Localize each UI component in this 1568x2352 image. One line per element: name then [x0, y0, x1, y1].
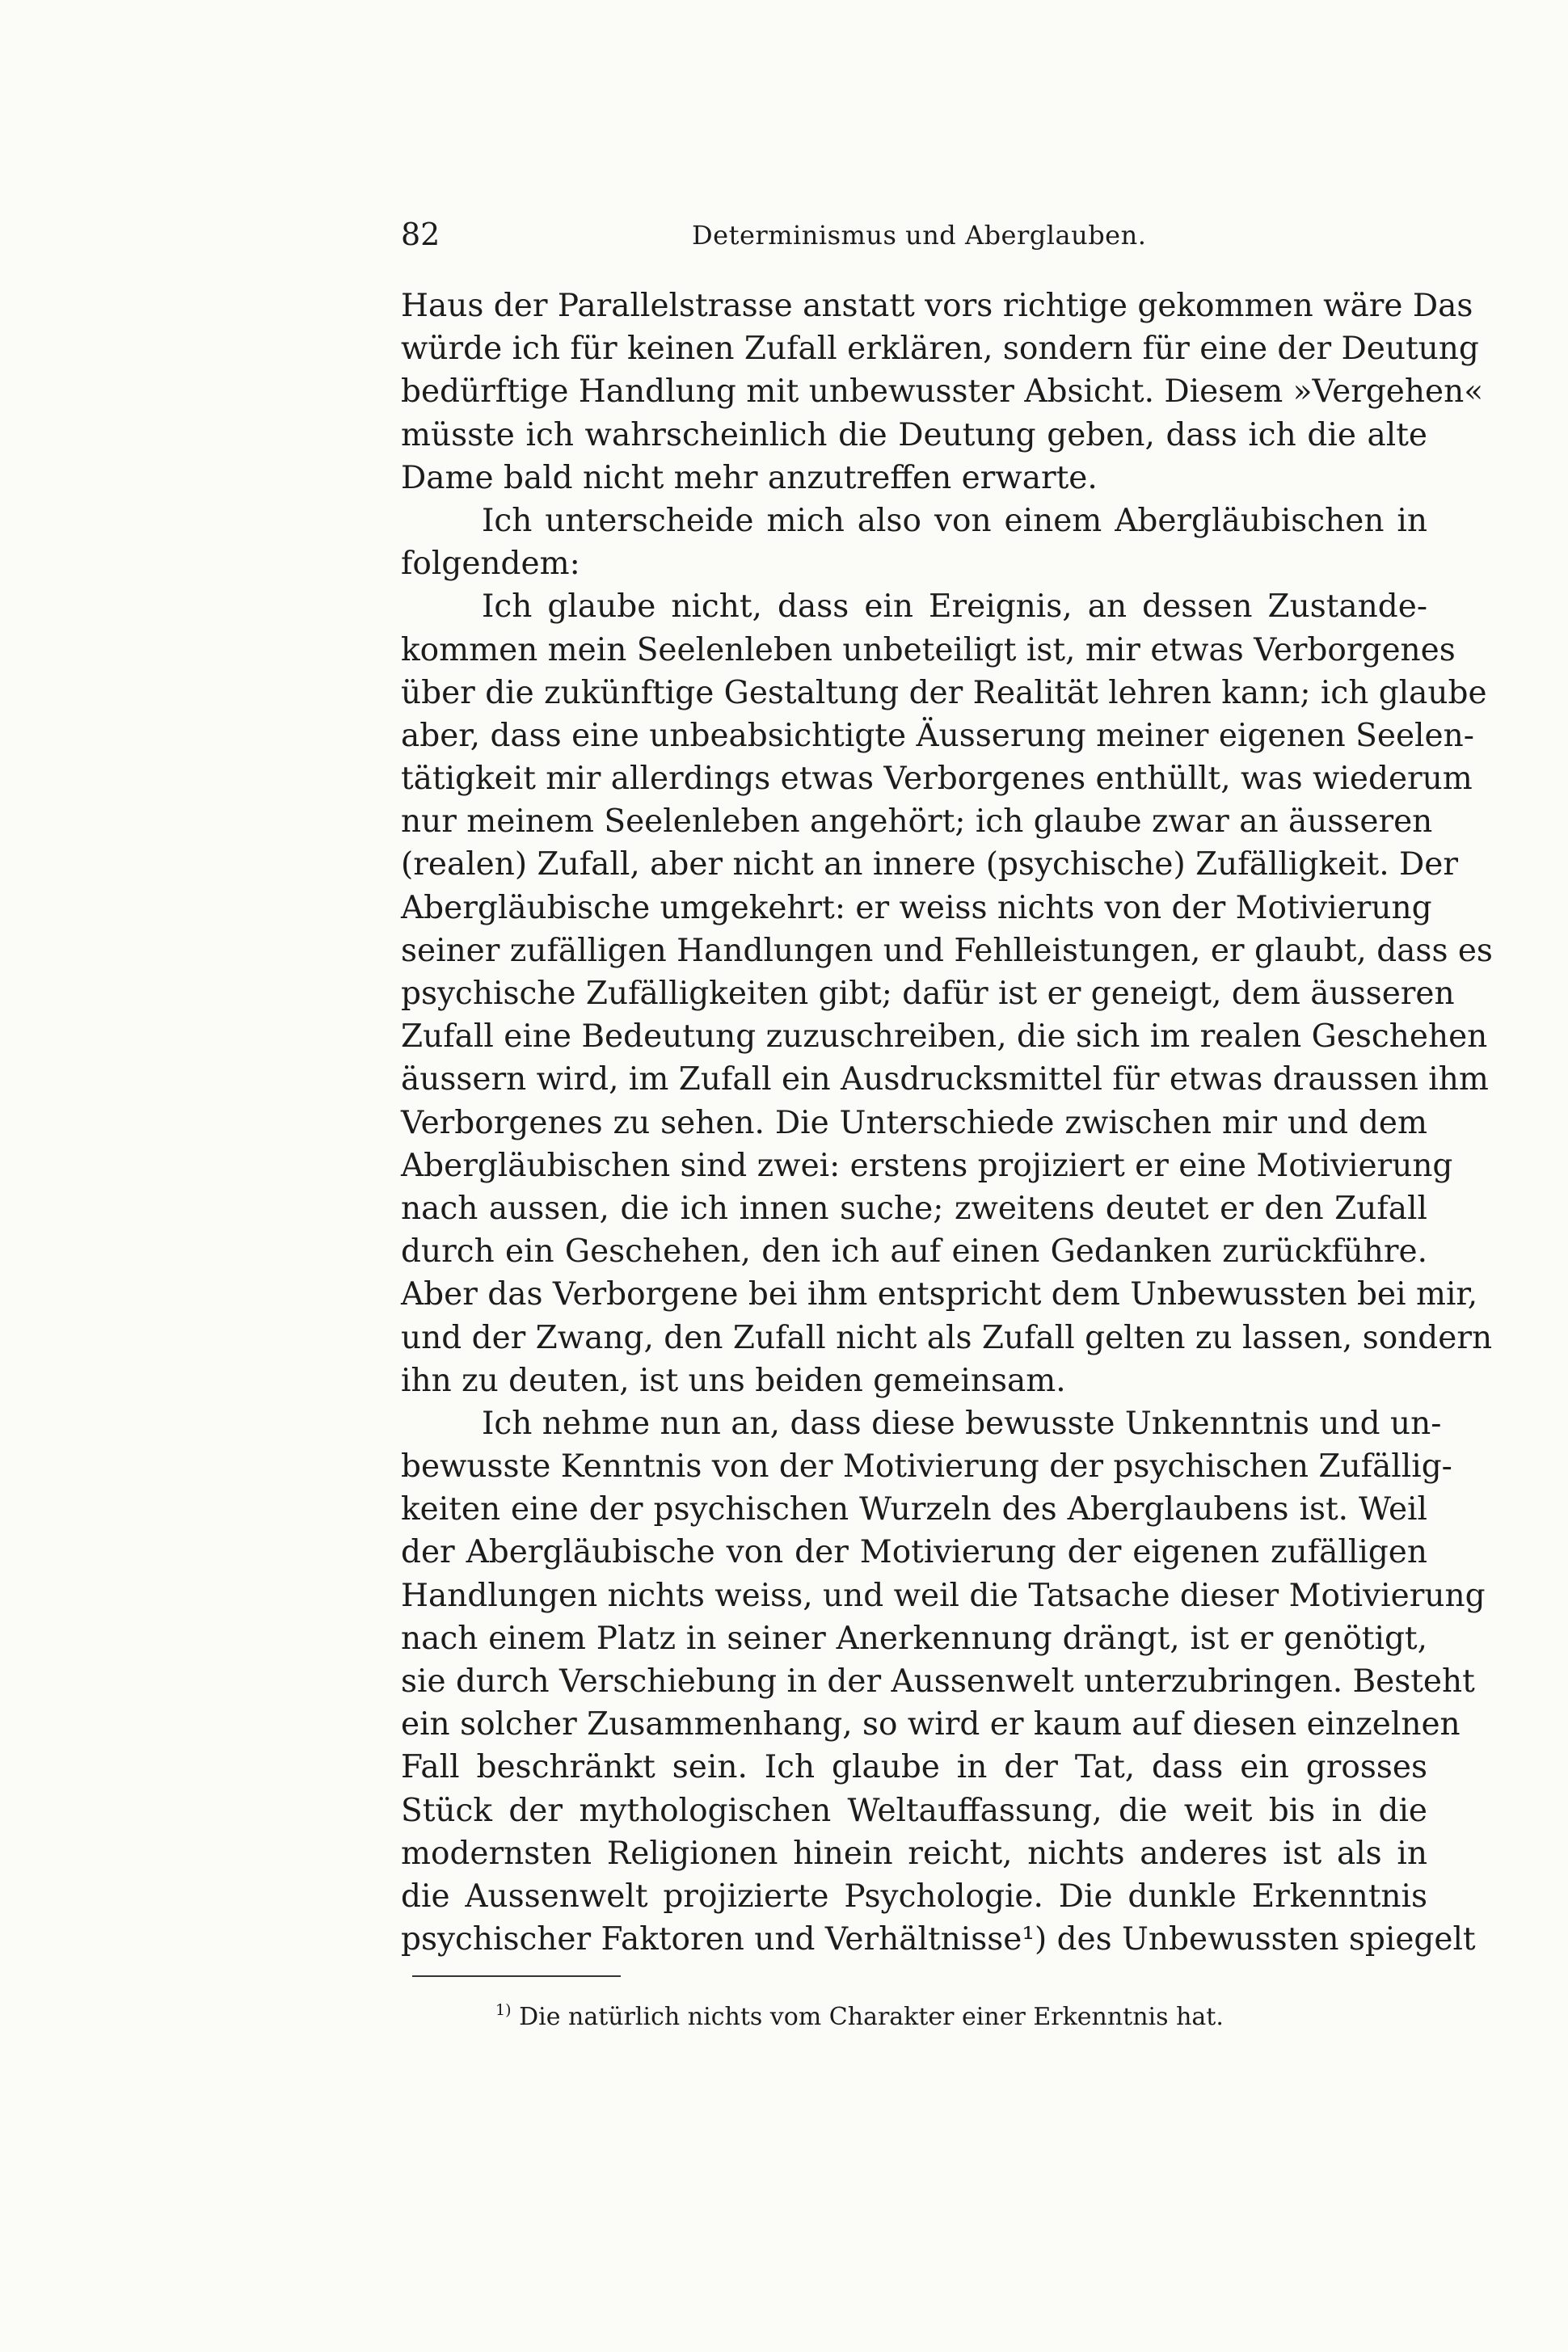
text-line: die Aussenwelt projizierte Psychologie. Die dunkle Erkenntnis: [401, 1878, 1427, 1915]
text-line: nach aussen, die ich innen suche; zweitens deutet er den Zufall: [401, 1190, 1427, 1227]
text-line: bedürftige Handlung mit unbewusster Absicht. Diesem »Vergehen«: [401, 373, 1484, 411]
text-line: nach einem Platz in seiner Anerkennung drängt, ist er genötigt,: [401, 1620, 1427, 1657]
text-line: keiten eine der psychischen Wurzeln des Aberglaubens ist. Weil: [401, 1491, 1427, 1528]
text-line: Abergläubische umgekehrt: er weiss nichts von der Motivierung: [401, 889, 1432, 926]
text-line: Haus der Parallelstrasse anstatt vors richtige gekommen wäre Das: [401, 288, 1473, 324]
text-line: psychische Zufälligkeiten gibt; dafür ist er geneigt, dem äusseren: [401, 976, 1455, 1012]
text-line: über die zukünftige Gestaltung der Realität lehren kann; ich glaube: [401, 674, 1487, 711]
text-line: der Abergläubische von der Motivierung der eigenen zufälligen: [401, 1534, 1427, 1571]
text-line: sie durch Verschiebung in der Aussenwelt unterzubringen. Besteht: [401, 1663, 1475, 1700]
text-line: Verborgenes zu sehen. Die Unterschiede zwischen mir und dem: [401, 1104, 1427, 1141]
text-line: psychischer Faktoren und Verhältnisse¹) des Unbewussten spiegelt: [401, 1921, 1476, 1958]
text-line: tätigkeit mir allerdings etwas Verborgenes enthüllt, was wiederum: [401, 761, 1473, 798]
text-line: nur meinem Seelenleben angehört; ich glaube zwar an äusseren: [401, 803, 1433, 841]
text-line: seiner zufälligen Handlungen und Fehlleistungen, er glaubt, dass es: [401, 932, 1493, 969]
text-line: aber, dass eine unbeabsichtigte Äusserung meiner eigenen Seelen-: [401, 717, 1474, 754]
text-line: ihn zu deuten, ist uns beiden gemeinsam.: [401, 1362, 1066, 1399]
text-line: würde ich für keinen Zufall erklären, sondern für eine der Deutung: [401, 331, 1479, 368]
text-line: äussern wird, im Zufall ein Ausdrucksmittel für etwas draussen ihm: [401, 1061, 1489, 1098]
footnote-text: Die natürlich nichts vom Charakter einer Erkenntnis hat.: [519, 2003, 1224, 2031]
page-header: [401, 217, 1427, 255]
page-number: 82: [401, 217, 440, 252]
text-line: Ich glaube nicht, dass ein Ereignis, an dessen Zustande-: [482, 588, 1427, 626]
text-line: Handlungen nichts weiss, und weil die Tatsache dieser Motivierung: [401, 1577, 1486, 1614]
text-line: Ich nehme nun an, dass diese bewusste Unkenntnis und un-: [482, 1405, 1442, 1442]
body-text: [401, 285, 1493, 1961]
text-line: ein solcher Zusammenhang, so wird er kaum auf diesen einzelnen: [401, 1706, 1461, 1743]
text-line: Ich unterscheide mich also von einem Abergläubischen in: [482, 502, 1427, 539]
text-line: Fall beschränkt sein. Ich glaube in der Tat, dass ein grosses: [401, 1749, 1427, 1786]
text-line: folgendem:: [401, 546, 580, 583]
text-line: Zufall eine Bedeutung zuzuschreiben, die sich im realen Geschehen: [401, 1018, 1488, 1056]
footnote-marker: 1): [495, 2001, 512, 2019]
footnote-divider: [412, 1975, 621, 1977]
text-line: kommen mein Seelenleben unbeteiligt ist, mir etwas Verborgenes: [401, 631, 1456, 668]
text-line: müsste ich wahrscheinlich die Deutung geben, dass ich die alte: [401, 416, 1427, 453]
text-line: bewusste Kenntnis von der Motivierung der psychischen Zufällig-: [401, 1448, 1452, 1486]
text-line: Abergläubischen sind zwei: erstens projiziert er eine Motivierung: [401, 1147, 1453, 1184]
text-line: Aber das Verborgene bei ihm entspricht dem Unbewussten bei mir,: [401, 1276, 1478, 1313]
text-line: und der Zwang, den Zufall nicht als Zufall gelten zu lassen, sondern: [401, 1319, 1493, 1356]
text-line: durch ein Geschehen, den ich auf einen Gedanken zurückführe.: [401, 1233, 1427, 1271]
running-title: Determinismus und Aberglauben.: [692, 220, 1147, 251]
text-line: Stück der mythologischen Weltauffassung, die weit bis in die: [401, 1792, 1427, 1829]
text-line: modernsten Religionen hinein reicht, nichts anderes ist als in: [401, 1835, 1427, 1872]
text-line: Dame bald nicht mehr anzutreffen erwarte.: [401, 459, 1098, 496]
footnote: [495, 2001, 1224, 2031]
text-line: (realen) Zufall, aber nicht an innere (psychische) Zufälligkeit. Der: [401, 846, 1459, 883]
